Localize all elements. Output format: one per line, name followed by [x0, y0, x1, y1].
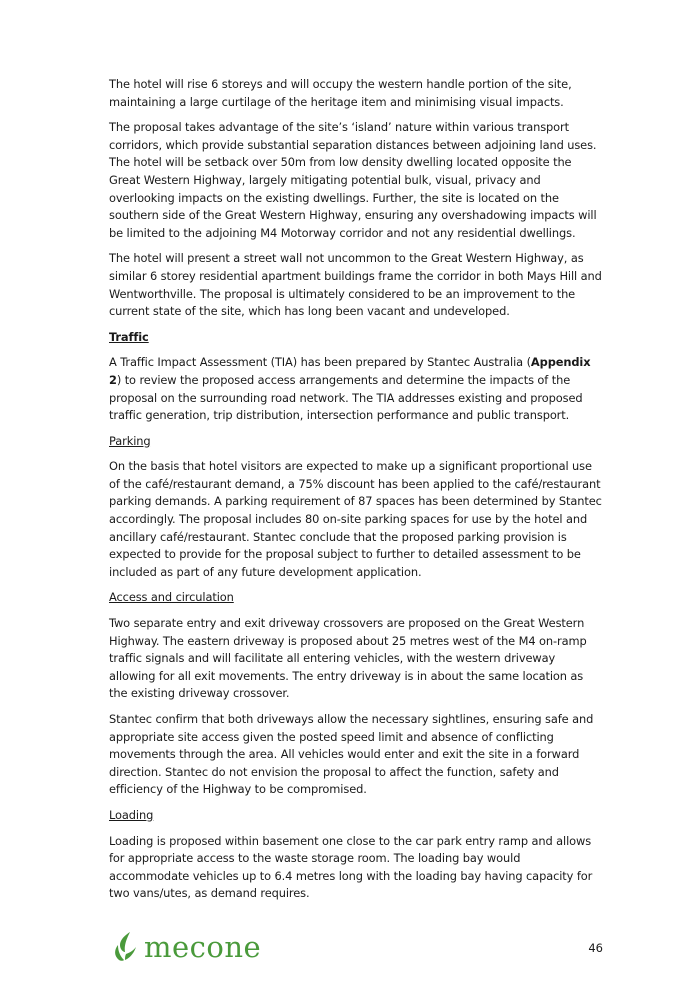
traffic-intro-after: ) to review the proposed access arrangements and determine the impacts of the proposal on the surrounding road network. The TIA addresses existing and proposed traffic generation, trip distribution, intersection performance and public transport. — [109, 372, 583, 423]
document-body — [109, 76, 604, 911]
paragraph-island-nature: The proposal takes advantage of the site’s ‘island’ nature within various transport corridors, which provide substantial separation distances between adjoining land uses. The hotel will be setback over 50m from low density dwelling located opposite the Great Western Highway, largely mitigating potential bulk, visual, privacy and overlooking impacts on the existing dwellings. Further, the site is located on the southern side of the Great Western Highway, ensuring any overshadowing impacts will be limited to the adjoining M4 Motorway corridor and not any residential dwellings. — [109, 120, 597, 240]
paragraph-parking: On the basis that hotel visitors are expected to make up a significant proportional use of the café/restaurant demand, a 75% discount has been applied to the café/restaurant parking demands. A parking requirement of 87 spaces has been determined by Stantec accordingly. The proposal includes 80 on-site parking spaces for use by the hotel and ancillary café/restaurant. Stantec conclude that the proposed parking provision is expected to provide for the proposal subject to further to detailed assessment to be included as part of any future development application. — [109, 459, 602, 579]
loading-heading: Loading — [109, 807, 154, 822]
paragraph-loading: Loading is proposed within basement one close to the car park entry ramp and allows for appropriate access to the waste storage room. The loading bay would accommodate vehicles up to 6.4 metres long with the loading bay having capacity for two vans/utes, as demand requires. — [109, 833, 593, 901]
paragraph-street-wall: The hotel will present a street wall not uncommon to the Great Western Highway, as similar 6 storey residential apartment buildings frame the corridor in both Mays Hill and Wentworthville. The proposal is ultimately considered to be an improvement to the current state of the site, which has long been vacant and undeveloped. — [109, 251, 602, 319]
parking-heading: Parking — [109, 433, 151, 448]
paragraph-hotel-height: The hotel will rise 6 storeys and will occupy the western handle portion of the site, maintaining a large curtilage of the heritage item and minimising visual impacts. — [109, 77, 572, 109]
paragraph-traffic-intro — [109, 354, 604, 424]
footer-logo — [112, 930, 261, 964]
paragraph-access-sightlines: Stantec confirm that both driveways allow the necessary sightlines, ensuring safe and appropriate site access given the posted speed limit and absence of conflicting movements through the area. All vehicles would enter and exit the site in a forward direction. Stantec do not envision the proposal to affect the function, safety and efficiency of the Highway to be compromised. — [109, 712, 594, 797]
logo-wordmark: mecone — [144, 930, 262, 964]
paragraph-access-driveways: Two separate entry and exit driveway crossovers are proposed on the Great Western Highway. The eastern driveway is proposed about 25 metres west of the M4 on-ramp traffic signals and will facilitate all entering vehicles, with the western driveway allowing for all exit movements. The entry driveway is in about the same location as the existing driveway crossover. — [109, 616, 587, 701]
traffic-heading: Traffic — [109, 329, 149, 344]
access-heading: Access and circulation — [109, 590, 234, 605]
traffic-intro-before: A Traffic Impact Assessment (TIA) has been prepared by Stantec Australia ( — [109, 355, 531, 370]
leaf-logo-icon — [112, 931, 140, 963]
appendix-reference: Appendix 2 — [109, 355, 591, 387]
page-number: 46 — [588, 941, 603, 955]
